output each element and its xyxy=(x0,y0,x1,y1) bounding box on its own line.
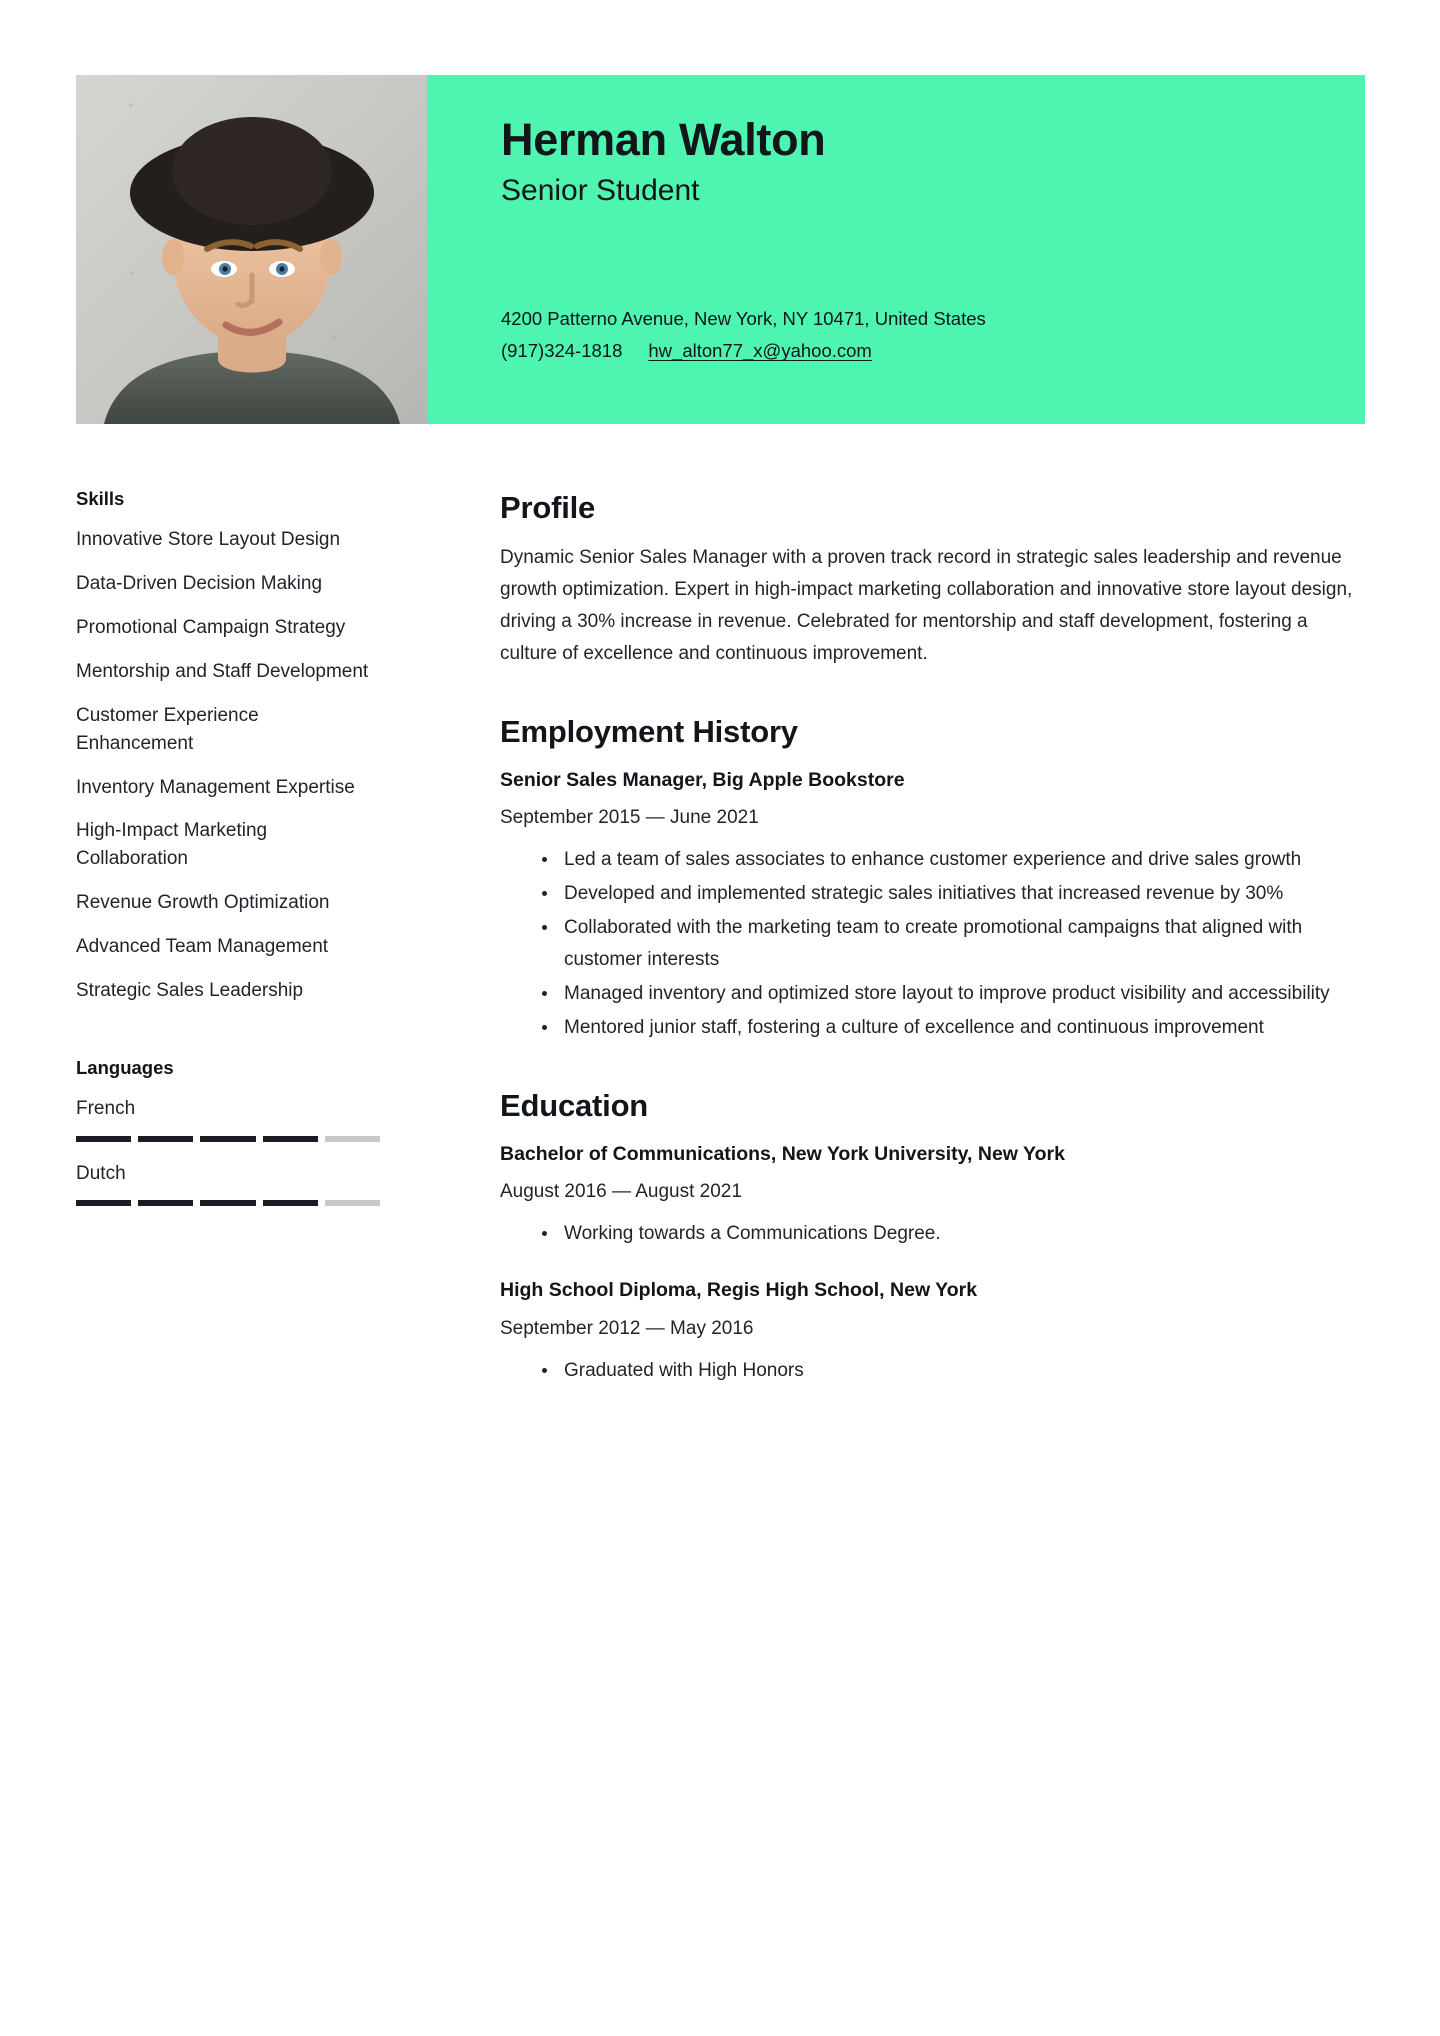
list-item: Mentored junior staff, fostering a culture of excellence and continuous improvement xyxy=(542,1012,1360,1044)
skills-heading: Skills xyxy=(76,488,125,509)
skills-section xyxy=(76,488,380,1005)
entry-bullets xyxy=(500,844,1360,1043)
entry-date: September 2015 — June 2021 xyxy=(500,806,759,828)
education-entry xyxy=(500,1140,1360,1251)
entry-date: August 2016 — August 2021 xyxy=(500,1181,742,1203)
sidebar xyxy=(0,424,420,1393)
education-entry xyxy=(500,1276,1360,1387)
page-title: Herman Walton xyxy=(501,114,826,165)
rating-segment xyxy=(200,1200,255,1206)
portrait-photo-icon xyxy=(76,75,427,424)
list-item: Inventory Management Expertise xyxy=(76,776,355,798)
list-item xyxy=(76,1160,380,1207)
language-rating-bar xyxy=(76,1200,380,1206)
list-item: Mentorship and Staff Development xyxy=(76,660,369,682)
rating-segment xyxy=(76,1200,131,1206)
employment-entry xyxy=(500,766,1360,1044)
section-title-education: Education xyxy=(500,1087,649,1123)
rating-segment xyxy=(138,1136,193,1142)
list-item: Strategic Sales Leadership xyxy=(76,980,304,1002)
list-item: Graduated with High Honors xyxy=(542,1355,1360,1387)
entry-title: Senior Sales Manager, Big Apple Bookstore xyxy=(500,768,905,791)
contact-line xyxy=(501,335,986,367)
email-link[interactable]: hw_alton77_x@yahoo.com xyxy=(648,340,872,362)
resume-header xyxy=(76,75,1365,424)
entry-title: Bachelor of Communications, New York University, New York xyxy=(500,1142,1065,1165)
main-content xyxy=(420,424,1440,1393)
education-section xyxy=(500,1088,1360,1387)
list-item: Advanced Team Management xyxy=(76,936,329,958)
header-details xyxy=(427,75,1365,424)
language-name: Dutch xyxy=(76,1162,126,1184)
list-item: Led a team of sales associates to enhance customer experience and drive sales growth xyxy=(542,844,1360,876)
avatar xyxy=(76,75,427,424)
section-title-employment: Employment History xyxy=(500,713,798,749)
list-item: High-Impact Marketing Collaboration xyxy=(76,820,268,870)
section-title-profile: Profile xyxy=(500,490,596,525)
list-item: Revenue Growth Optimization xyxy=(76,892,330,914)
list-item xyxy=(76,1095,380,1142)
entry-date: September 2012 — May 2016 xyxy=(500,1317,754,1339)
list-item: Promotional Campaign Strategy xyxy=(76,616,346,638)
language-rating-bar xyxy=(76,1136,380,1142)
contact-block xyxy=(501,303,986,368)
rating-segment xyxy=(325,1136,380,1142)
language-name: French xyxy=(76,1098,136,1120)
rating-segment xyxy=(138,1200,193,1206)
entry-bullets xyxy=(500,1218,1360,1250)
list-item: Managed inventory and optimized store layout to improve product visibility and accessibility xyxy=(542,978,1360,1010)
list-item: Innovative Store Layout Design xyxy=(76,529,341,550)
list-item: Customer Experience Enhancement xyxy=(76,704,259,754)
entry-bullets xyxy=(500,1355,1360,1387)
languages-section xyxy=(76,1057,380,1206)
profile-text: Dynamic Senior Sales Manager with a proven track record in strategic sales leadership and revenue growth optimization. Expert in high-impact marketing collaboration and innovative store layout design, driving a 30% increase in revenue. Celebrated for mentorship and staff development, fostering a culture of excellence and continuous improvement. xyxy=(500,547,1353,664)
profile-section xyxy=(500,490,1360,670)
phone-number: (917)324-1818 xyxy=(501,340,623,362)
rating-segment xyxy=(263,1200,318,1206)
list-item: Developed and implemented strategic sales initiatives that increased revenue by 30% xyxy=(542,878,1360,910)
list-item: Data-Driven Decision Making xyxy=(76,572,323,594)
list-item: Collaborated with the marketing team to create promotional campaigns that aligned with customer interests xyxy=(542,912,1360,976)
languages-heading: Languages xyxy=(76,1057,174,1079)
employment-section xyxy=(500,714,1360,1044)
rating-segment xyxy=(263,1136,318,1142)
list-item: Working towards a Communications Degree. xyxy=(542,1218,1360,1250)
address-line: 4200 Patterno Avenue, New York, NY 10471, United States xyxy=(501,308,986,329)
resume-body xyxy=(0,424,1440,1393)
entry-title: High School Diploma, Regis High School, New York xyxy=(500,1279,978,1302)
job-title: Senior Student xyxy=(501,174,700,208)
rating-segment xyxy=(325,1200,380,1206)
rating-segment xyxy=(76,1136,131,1142)
rating-segment xyxy=(200,1136,255,1142)
